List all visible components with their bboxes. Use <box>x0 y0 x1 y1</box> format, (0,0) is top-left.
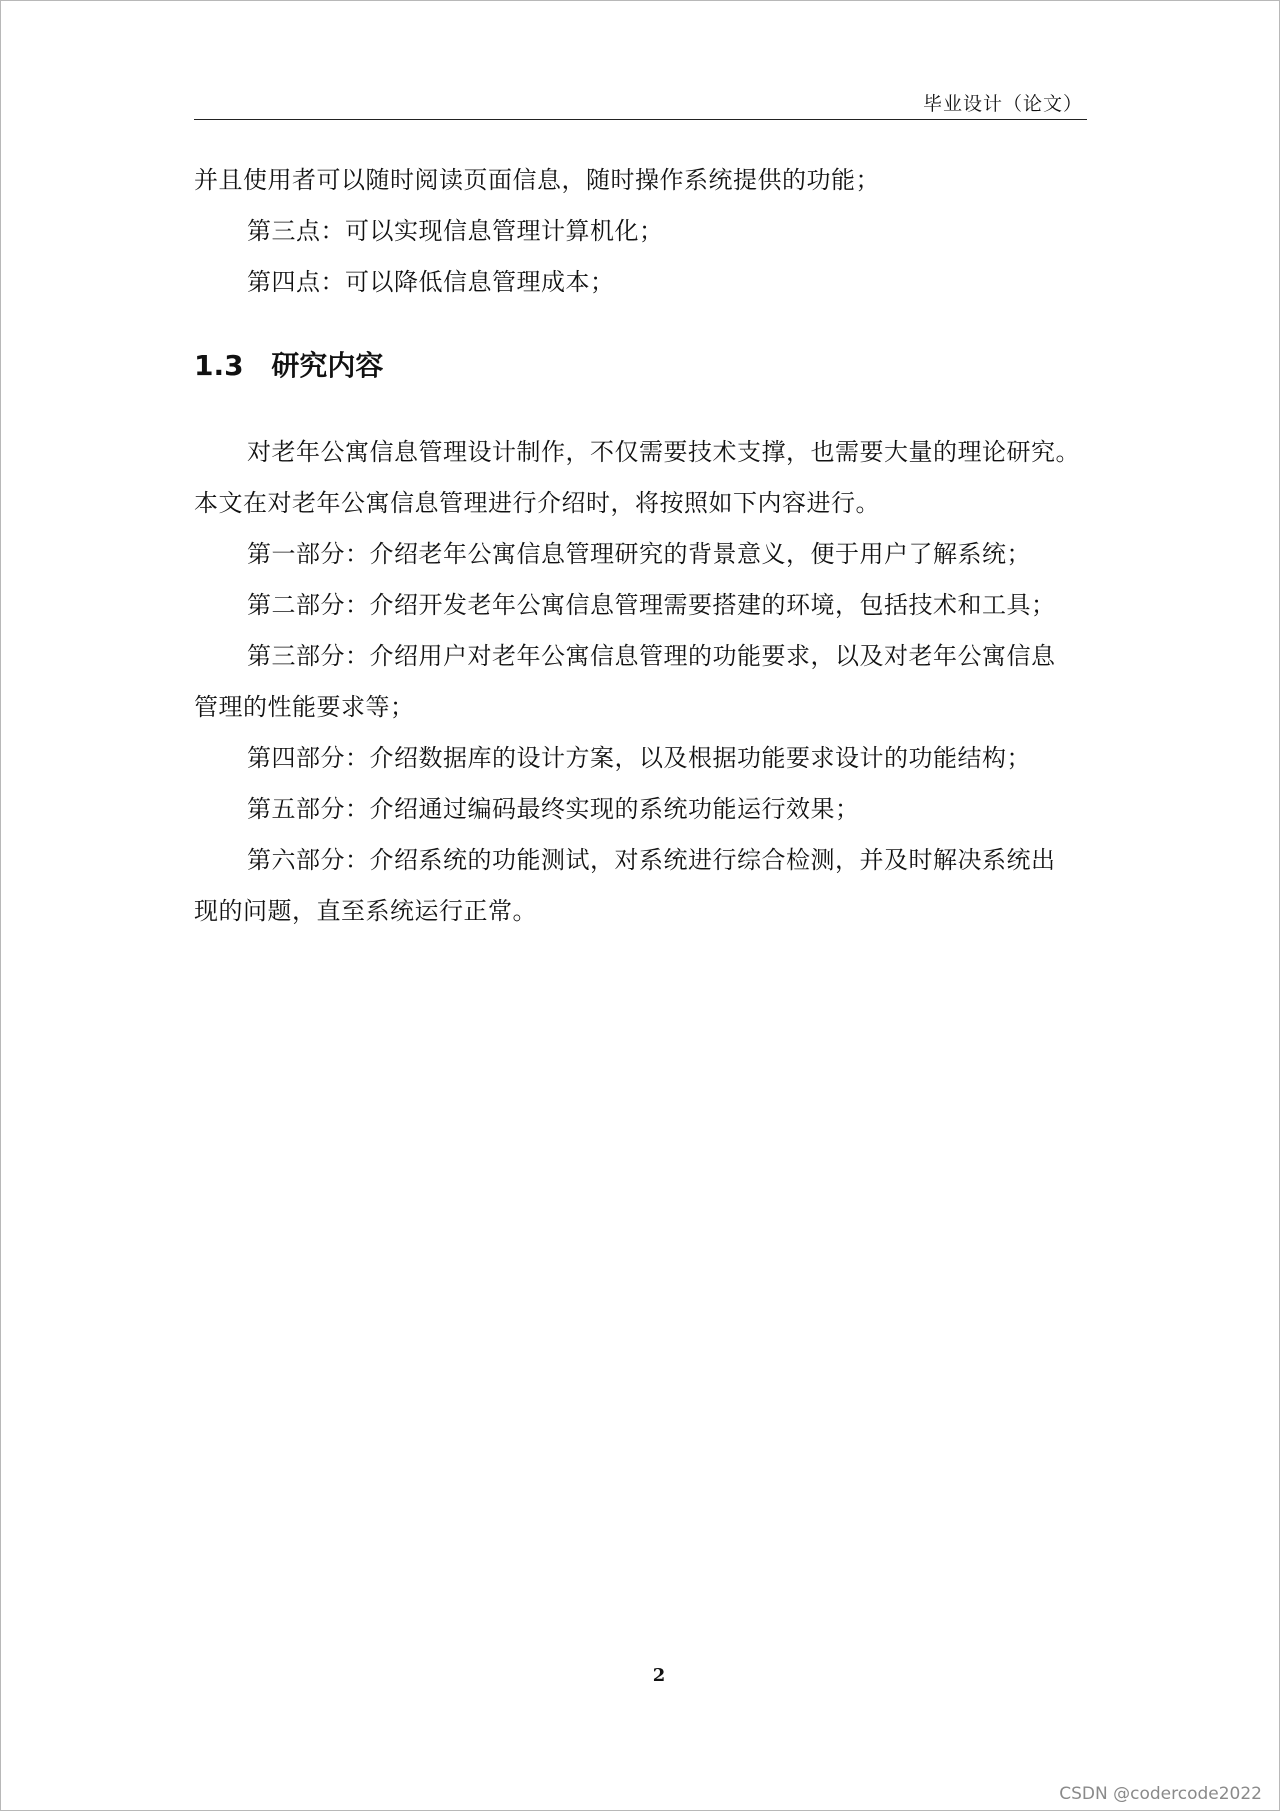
watermark: CSDN @codercode2022 <box>1059 1784 1262 1804</box>
page-header <box>194 89 1087 120</box>
body-line: 第五部分：介绍通过编码最终实现的系统功能运行效果； <box>247 795 860 823</box>
body-line: 第四部分：介绍数据库的设计方案，以及根据功能要求设计的功能结构； <box>247 744 1031 772</box>
body-line: 第四点：可以降低信息管理成本； <box>247 268 615 296</box>
header-title: 毕业设计（论文） <box>922 93 1083 115</box>
body-line: 对老年公寓信息管理设计制作，不仅需要技术支撑，也需要大量的理论研究。 <box>247 438 1080 466</box>
body-line: 本文在对老年公寓信息管理进行介绍时，将按照如下内容进行。 <box>194 489 880 517</box>
body-line: 第六部分：介绍系统的功能测试，对系统进行综合检测，并及时解决系统出 <box>247 846 1056 874</box>
page-number: 2 <box>652 1665 666 1686</box>
section-number: 1.3 <box>194 349 244 382</box>
body-line: 第三点：可以实现信息管理计算机化； <box>247 217 664 245</box>
body-line: 第二部分：介绍开发老年公寓信息管理需要搭建的环境，包括技术和工具； <box>247 591 1056 619</box>
research-paragraphs <box>194 427 1087 927</box>
body-line: 现的问题，直至系统运行正常。 <box>194 897 537 925</box>
body-line: 第一部分：介绍老年公寓信息管理研究的背景意义，便于用户了解系统； <box>247 540 1031 568</box>
section-title: 研究内容 <box>271 349 384 382</box>
body-line: 并且使用者可以随时阅读页面信息，随时操作系统提供的功能； <box>194 166 880 194</box>
intro-paragraphs <box>194 155 1087 305</box>
section-heading <box>194 346 383 386</box>
body-line: 第三部分：介绍用户对老年公寓信息管理的功能要求，以及对老年公寓信息 <box>247 642 1056 670</box>
body-line: 管理的性能要求等； <box>194 693 415 721</box>
